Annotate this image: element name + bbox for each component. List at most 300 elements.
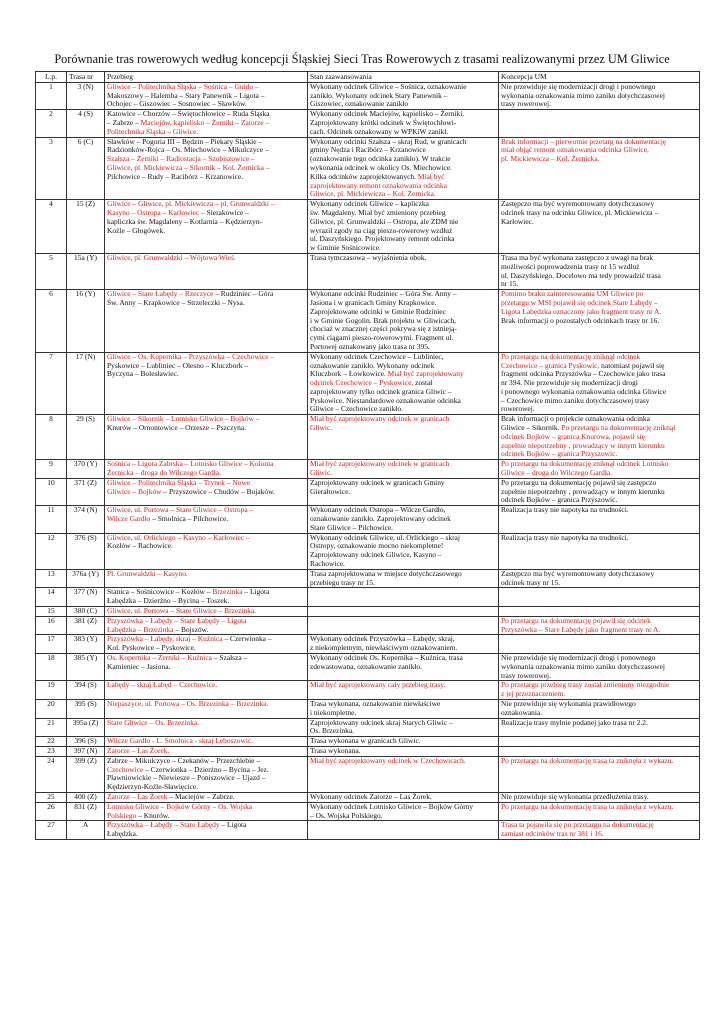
cell-trasa: 376 (S) xyxy=(67,533,105,569)
text-run: – Maciejów – Zabrze. xyxy=(167,791,235,801)
cell-koncepcja xyxy=(499,718,700,737)
text-run: zanikło. Wykonany odcinek Stary Panewnik – xyxy=(310,90,448,100)
text-run: Politechnika Śląska – Gliwice. xyxy=(107,126,199,136)
table-row xyxy=(36,460,700,479)
table-row xyxy=(36,110,700,137)
cell-lp: 9 xyxy=(36,460,67,479)
cell-lp: 27 xyxy=(36,821,67,840)
text-run: Zaprojektowany krótki odcinek w Świętochłowi- xyxy=(310,117,457,127)
cell-line xyxy=(107,812,305,821)
text-run: wyraził zgody na ciąg pieszo-rowerowy wzdłuż xyxy=(310,225,453,235)
text-run: zaprojektowany remont oznakowania odcinka xyxy=(310,180,447,190)
text-run: Gliwice, pl. Mickiewicza – Kol. Żernicka. xyxy=(310,189,436,199)
cell-trasa: 395 (S) xyxy=(67,699,105,718)
text-run: Trasa wykonana. xyxy=(310,745,361,755)
text-run: – Czerwionka – xyxy=(222,634,272,644)
text-run: Pl. Grunwaldzki – Kasyno. xyxy=(107,568,188,578)
cell-koncepcja xyxy=(499,137,700,200)
cell-koncepcja xyxy=(499,290,700,353)
cell-koncepcja xyxy=(499,569,700,588)
cell-lp: 4 xyxy=(36,200,67,254)
cell-stan xyxy=(308,110,499,137)
text-run: miał objąć remont oznakowania odcinka Gliwice, xyxy=(501,145,649,155)
text-run: Wykonany odcinek Przyszówka – Łabędy, skraj, xyxy=(310,634,455,644)
text-run: Gliwice – Sikornik. xyxy=(501,423,562,433)
cell-lp: 1 xyxy=(36,82,67,109)
cell-line xyxy=(107,254,305,263)
cell-przebieg xyxy=(105,699,308,718)
text-run: – Ligota xyxy=(242,587,270,597)
text-run: Maciejów, kąpielisko – Żerniki – Zatorze – xyxy=(140,117,270,127)
cell-lp: 15 xyxy=(36,607,67,617)
cell-przebieg xyxy=(105,533,308,569)
cell-przebieg xyxy=(105,290,308,353)
cell-line xyxy=(107,644,305,653)
text-run: Wykonany odcinek Zatorze – Las Żorek. xyxy=(310,791,432,801)
text-run: Os. Brzezinka. xyxy=(310,726,354,736)
cell-line xyxy=(310,343,496,352)
text-run: przetargu w MSI pojawił się odcinek Stare Łabędy – xyxy=(501,297,658,307)
text-run: Koźle – Głogówek. xyxy=(107,225,166,235)
text-run: Polskiego xyxy=(107,810,137,820)
cell-trasa: 6 (C) xyxy=(67,137,105,200)
cell-line xyxy=(310,757,496,766)
text-run: Gliwice – Stare Łabędy – Rzeczyce xyxy=(107,289,214,299)
cell-line xyxy=(310,793,496,802)
cell-stan xyxy=(308,352,499,415)
text-run: Żernicka – droga do Wilczego Gardła. xyxy=(107,468,221,478)
cell-przebieg xyxy=(105,821,308,840)
text-run: Nie przewiduje się wykonania prawidłowego xyxy=(501,698,636,708)
cell-koncepcja xyxy=(499,756,700,792)
text-run: Stare Gliwice – Pilchowice. xyxy=(310,522,394,532)
text-run: – Smolnica – Pilchowice. xyxy=(150,514,229,524)
cell-stan xyxy=(308,718,499,737)
cell-line xyxy=(107,597,305,606)
cell-lp: 24 xyxy=(36,756,67,792)
text-run: Makoszowy – Halemba – Stary Panewnik – Ligota – xyxy=(107,90,265,100)
text-run: zupełnie niepotrzebny , prowadzący w innym kierunku xyxy=(501,440,665,450)
cell-trasa: 381 (Z) xyxy=(67,616,105,635)
cell-line xyxy=(107,747,305,756)
text-run: odcinek Bojków – granica Przyszowic. xyxy=(501,449,618,459)
cell-koncepcja xyxy=(499,533,700,569)
cell-line xyxy=(310,747,496,756)
cell-line xyxy=(310,190,496,199)
text-run: Łabędzka – Dzierżno – Bycina – Toszek. xyxy=(107,596,230,606)
cell-przebieg xyxy=(105,616,308,635)
text-run: Portowej oznakowany jako trasa nr 395. xyxy=(310,341,430,351)
text-run: odcinek Czechowice – Pyskowice, xyxy=(310,378,414,388)
table-row xyxy=(36,415,700,460)
text-run: zdewastowana, oznakowanie zanikło. xyxy=(310,661,422,671)
cell-line xyxy=(501,626,697,635)
text-run: – Os. Wojska Polskiego. xyxy=(310,810,383,820)
cell-koncepcja xyxy=(499,821,700,840)
cell-koncepcja xyxy=(499,415,700,460)
text-run: w Gminie Sośnicowice. xyxy=(310,243,381,253)
cell-przebieg xyxy=(105,352,308,415)
text-run: Kol. Pyskowice – Pyskowice. xyxy=(107,643,196,653)
header-stan: Stan zaawansowania xyxy=(308,72,499,83)
cell-lp: 10 xyxy=(36,478,67,505)
cell-trasa: 377 (N) xyxy=(67,588,105,607)
text-run: Brzezinka xyxy=(212,587,243,597)
cell-stan xyxy=(308,137,499,200)
cell-trasa: 376a (Y) xyxy=(67,569,105,588)
cell-line xyxy=(107,783,305,792)
cell-koncepcja xyxy=(499,478,700,505)
cell-stan xyxy=(308,569,499,588)
text-run: Pławniowickie – Niewieszе – Poniszowice – Ujazd – xyxy=(107,773,266,783)
text-run: Ostropy, oznakowanie mocno niekompletne! xyxy=(310,541,444,551)
text-run: Kamieniec – Jasiona. xyxy=(107,661,171,671)
cell-stan xyxy=(308,460,499,479)
cell-line xyxy=(107,488,305,497)
text-run: Niepaszyce, ul. Portowa – Os. Brzezinka – Brzezinka. xyxy=(107,698,269,708)
cell-line xyxy=(310,244,496,253)
text-run: Kasyno – Ostropa – Karłowiec – xyxy=(107,207,207,217)
text-run: zupełnie niepotrzebny , prowadzący w innym kierunku xyxy=(501,486,665,496)
cell-line xyxy=(107,830,305,839)
text-run: Stanica – Sośnicowice – Kozłów – xyxy=(107,587,213,597)
cell-lp: 20 xyxy=(36,699,67,718)
table-row xyxy=(36,253,700,289)
text-run: Wykonany odcinek Os. Kopernika – Kuźnica, trasa xyxy=(310,653,463,662)
text-run: możliwości poprowadzenia trasy nr 15 wzdłuż xyxy=(501,261,640,271)
cell-trasa: 15 (Z) xyxy=(67,200,105,254)
cell-trasa: 397 (N) xyxy=(67,746,105,756)
text-run: Nie przewiduje się modernizacji drogi i ponownego xyxy=(501,81,656,91)
text-run: i niekompletne. xyxy=(310,707,357,717)
text-run: Gliwice – Bojków xyxy=(107,486,162,496)
cell-line xyxy=(107,299,305,308)
text-run: został xyxy=(413,378,433,388)
cell-lp: 21 xyxy=(36,718,67,737)
text-run: Gliwice – Czechowice zanikło. xyxy=(310,404,403,414)
text-run: św. Magdaleny. Miał być zmieniony przebieg xyxy=(310,207,446,217)
text-run: (oznakowanie tego odcinka zanikło). W trakcie xyxy=(310,154,451,164)
cell-lp: 12 xyxy=(36,533,67,569)
cell-line xyxy=(310,405,496,414)
text-run: Zabrze – Mikulczyce – Czekanów – Przezchlebie – xyxy=(107,755,261,765)
cell-line xyxy=(107,570,305,579)
text-run: Gliwice, pl. Mickiewicza – Sikornik – Kol. Żernicka – xyxy=(107,162,270,172)
cell-lp: 26 xyxy=(36,802,67,821)
text-run: Wykonany odcinek Gliwice, ul. Orlickiego – skraj xyxy=(310,532,460,542)
text-run: Trasa wykonana w granicach Gliwic. xyxy=(310,736,421,746)
text-run: Gliwice – droga do Wilczego Gardła. xyxy=(501,468,613,478)
table-row xyxy=(36,699,700,718)
text-run: Stare Gliwice – Os. Brzezinka. xyxy=(107,717,200,727)
cell-line xyxy=(310,469,496,478)
header-lp: L.p. xyxy=(36,72,67,83)
cell-trasa: 383 (Y) xyxy=(67,635,105,654)
text-run: oznakowanie zanikło. Wykonany odcinek xyxy=(310,360,435,370)
text-run: Gliwic. xyxy=(310,423,333,433)
text-run: Przyszówka – Łabędy – Stare Łabędy xyxy=(107,820,220,830)
text-run: Wykonany odcinek Lotnisko Gliwice – Bojków Górny xyxy=(310,801,474,811)
cell-line xyxy=(501,496,697,505)
text-run: Wykonany odcinek Maciejów, kąpielisko – Żerniki. xyxy=(310,109,465,119)
text-run: Zaprojektowany odcinek skraj Starych Gliwic – xyxy=(310,717,453,727)
cell-line xyxy=(501,280,697,289)
text-run: Po przetargu na dokumentację trasa ta zniknęła z wykazu. xyxy=(501,755,674,765)
cell-line xyxy=(310,415,496,424)
text-run: wykonania odcinek w okolicy Os. Miechowice. xyxy=(310,162,452,172)
text-run: Trasa ta pojawiła się po przetargu na dokumentację xyxy=(501,820,654,830)
text-run: Lotnisko Gliwice – Bojków Górny – Os. Wojska xyxy=(107,801,253,811)
text-run: Sośnica – Ligota Zabrska – Lotnisko Gliwice – Kolonia xyxy=(107,459,274,469)
text-run: odcinek trasy na odcinku Gliwice, pl. Mickiewicza – xyxy=(501,207,659,217)
cell-trasa: 4 (S) xyxy=(67,110,105,137)
cell-trasa: 380 (C) xyxy=(67,607,105,617)
cell-line xyxy=(501,155,697,164)
cell-lp: 19 xyxy=(36,681,67,700)
text-run: Po przetargu na dokumentację zniknął xyxy=(561,423,676,433)
text-run: Gliwice – Os. Kopernika – Przyszówka – Czechowice – xyxy=(107,351,275,361)
table-row xyxy=(36,635,700,654)
text-run: Łabędzka – Brzezinka xyxy=(107,624,174,634)
text-run: Zatorze – Łas Żorek. xyxy=(107,745,170,755)
text-run: Jasiona i w granicach Gminy Krapkowice. xyxy=(310,297,437,307)
text-run: – Rudziniec – Góra xyxy=(213,289,274,299)
cell-koncepcja xyxy=(499,654,700,681)
cell-trasa: 371 (Z) xyxy=(67,478,105,505)
text-run: wykonania oznakowania mimo zaniku dotychczasowej xyxy=(501,661,665,671)
cell-stan xyxy=(308,756,499,792)
cell-line xyxy=(310,128,496,137)
text-run: Gliwice, ul. Portowa – Stare Gliwice – Ostropa – xyxy=(107,505,254,515)
text-run: Przyszówka – Łabędy, skraj – Kuźnica xyxy=(107,634,223,644)
cell-przebieg xyxy=(105,635,308,654)
cell-trasa: 374 (N) xyxy=(67,506,105,533)
text-run: przebiegu trasy nr 15. xyxy=(310,577,375,587)
text-run: odcinek trasy nr 15. xyxy=(501,577,561,587)
cell-line xyxy=(107,370,305,379)
cell-line xyxy=(501,579,697,588)
text-run: Wykonany odcinki Szałsza – skraj Rud, w granicach xyxy=(310,136,467,146)
cell-stan xyxy=(308,635,499,654)
cell-przebieg xyxy=(105,588,308,607)
text-run: gminy Nędza i Racibórz – Krzanowice xyxy=(310,145,426,155)
text-run: Łabędy – skraj Łabęd – Czechowice. xyxy=(107,680,218,690)
cell-przebieg xyxy=(105,681,308,700)
text-run: Zaprojektowany odcinek Gliwice, Kasyno – xyxy=(310,550,442,560)
text-run: zamiast odcinków tras nr 381 i 16. xyxy=(501,829,604,839)
cell-stan xyxy=(308,253,499,289)
text-run: kapliczka św. Magdaleny – Kotlarnia – Kędzierzyn- xyxy=(107,216,263,226)
cell-line xyxy=(107,515,305,524)
cell-przebieg xyxy=(105,506,308,533)
cell-lp: 22 xyxy=(36,737,67,747)
text-run: Przyszówka – Łabędy – Stare Łabędy – Ligota xyxy=(107,615,247,625)
cell-koncepcja xyxy=(499,616,700,635)
text-run: Kilka odcinków zaprojektowanych. xyxy=(310,171,418,181)
text-run: Giszowiec, oznakowanie zanikło xyxy=(310,99,409,109)
table-row xyxy=(36,616,700,635)
text-run: Nie przewiduje się wykonania przedłużenia trasy. xyxy=(501,791,649,801)
cell-line xyxy=(310,727,496,736)
cell-trasa: 399 (Z) xyxy=(67,756,105,792)
text-run: Kluczbork – Łowkowice. xyxy=(310,369,388,379)
text-run: Gliwice – Politechnika Śląska – Sośnica – Guido – xyxy=(107,81,259,91)
cell-trasa: 395a (Z) xyxy=(67,718,105,737)
cell-line xyxy=(501,672,697,681)
table-row xyxy=(36,533,700,569)
cell-line xyxy=(501,506,697,515)
text-run: i ponownego wykonania oznakowania odcinka Gliwice xyxy=(501,386,667,396)
cell-stan xyxy=(308,588,499,607)
text-run: Katowice – Chorzów – Świętochłowice – Ruda Śląska xyxy=(107,109,270,119)
cell-line xyxy=(310,424,496,433)
cell-koncepcja xyxy=(499,737,700,747)
text-run: wykonania oznakowania mimo zaniku dotychczasowej xyxy=(501,90,665,100)
cell-line xyxy=(107,663,305,672)
cell-line xyxy=(501,690,697,699)
cell-lp: 14 xyxy=(36,588,67,607)
cell-line xyxy=(107,793,305,802)
cell-stan xyxy=(308,654,499,681)
cell-trasa: 15a (Y) xyxy=(67,253,105,289)
text-run: Brak informacji – pierwotnie przetarg na dokumentację xyxy=(501,136,667,146)
cell-koncepcja xyxy=(499,588,700,607)
text-run: natomiast pojawił się xyxy=(599,360,665,370)
cell-koncepcja xyxy=(499,506,700,533)
cell-line xyxy=(107,542,305,551)
table-row xyxy=(36,82,700,109)
cell-lp: 8 xyxy=(36,415,67,460)
text-run: Przyszówka – Stare Łabędy jako fragment trasy nr A. xyxy=(501,624,661,634)
text-run: cach. Odcinek oznakowany w WPKiW zanikł. xyxy=(310,126,449,136)
table-row xyxy=(36,821,700,840)
text-run: Czechowice xyxy=(107,764,144,774)
cell-trasa: 396 (S) xyxy=(67,737,105,747)
text-run: nr 394. Nie przewiduje się modernizacji drogi xyxy=(501,378,638,388)
table-header-row xyxy=(36,72,700,83)
cell-line xyxy=(501,450,697,459)
cell-lp: 23 xyxy=(36,746,67,756)
cell-line xyxy=(310,254,496,263)
text-run: Szałsza – Żerniki – Radiostacja – Szobiszowice – xyxy=(107,154,255,164)
cell-lp: 5 xyxy=(36,253,67,289)
text-run: Sierakowice – xyxy=(206,207,249,217)
text-run: Knurów – Ornontowice – Orzesze – Pszczyna. xyxy=(107,423,246,433)
cell-trasa: 16 (Y) xyxy=(67,290,105,353)
cell-lp: 6 xyxy=(36,290,67,353)
text-run: Miał być zaprojektowany cały przebieg trasy. xyxy=(310,680,446,690)
cell-przebieg xyxy=(105,253,308,289)
text-run: Kędzierzyn-Koźle-Sławięcice. xyxy=(107,782,199,792)
cell-koncepcja xyxy=(499,802,700,821)
text-run: Miał być zaprojektowany odcinek w granicach xyxy=(310,414,450,424)
text-run: – Czechowice mimo zaniku dotychczasowej trasy xyxy=(501,395,650,405)
cell-line xyxy=(501,100,697,109)
text-run: Gliwice – Sikornik – Lotnisko Gliwice – Bojków – xyxy=(107,414,260,424)
cell-przebieg xyxy=(105,110,308,137)
cell-line xyxy=(107,700,305,709)
cell-koncepcja xyxy=(499,681,700,700)
cell-przebieg xyxy=(105,718,308,737)
cell-przebieg xyxy=(105,654,308,681)
cell-stan xyxy=(308,681,499,700)
cell-lp: 3 xyxy=(36,137,67,200)
cell-line xyxy=(107,227,305,236)
cell-lp: 17 xyxy=(36,635,67,654)
text-run: Trasa ma być wykonana zastępczo z uwagi na brak xyxy=(501,252,654,262)
text-run: Ochojec – Giszowiec – Sosnowiec – Sławków. xyxy=(107,99,247,109)
text-run: Pyskowice. Niestandardowe oznakowanie odcinka xyxy=(310,395,461,405)
text-run: Gliwice, pl. Grunwaldzki – Ostropa, ale ZDM nie xyxy=(310,216,459,226)
text-run: – Czerwionka – Dzierżno – Bycina – Jez. xyxy=(143,764,269,774)
text-run: Zaprojektowany odcinek w granicach Gminy xyxy=(310,477,445,487)
cell-trasa: 385 (Y) xyxy=(67,654,105,681)
table-row xyxy=(36,506,700,533)
routes-table xyxy=(35,71,700,840)
cell-stan xyxy=(308,533,499,569)
text-run: odcinek Bojków – granica Przyszowic. xyxy=(501,495,618,505)
cell-stan xyxy=(308,478,499,505)
text-run: rowerowej. xyxy=(501,404,535,414)
text-run: Po przetargu na dokumentację zniknął odcinek xyxy=(501,351,641,361)
text-run: Gliwice – Politechnika Śląska – Trynek – Nowe xyxy=(107,477,251,487)
text-run: Karłowiec. xyxy=(501,216,534,226)
cell-trasa: 3 (N) xyxy=(67,82,105,109)
cell-trasa: 17 (N) xyxy=(67,352,105,415)
cell-line xyxy=(501,719,697,728)
cell-line xyxy=(501,469,697,478)
text-run: Wykonany odcinek Gliwice – Sośnica, oznakowanie xyxy=(310,81,467,91)
text-run: Os. Kopernika – Żerniki – Kuźnica xyxy=(107,653,212,662)
cell-koncepcja xyxy=(499,460,700,479)
cell-stan xyxy=(308,415,499,460)
cell-line xyxy=(310,579,496,588)
cell-line xyxy=(310,644,496,653)
cell-przebieg xyxy=(105,478,308,505)
text-run: Zatorze – Las Żorek xyxy=(107,791,168,801)
text-run: Gliwice, pl. Grunwaldzki – Wójtowa Wieś. xyxy=(107,252,236,262)
text-run: Wykonane odcinki Rudziniec – Góra Św. Anny – xyxy=(310,289,457,299)
cell-trasa: 370 (Y) xyxy=(67,460,105,479)
text-run: Trasa tymczasowa – wyjaśnienia obok. xyxy=(310,252,427,262)
text-run: Nie przewiduje się modernizacji drogi i ponownego xyxy=(501,653,656,662)
page-title: Porównanie tras rowerowych według koncepcji Śląskiej Sieci Tras Rowerowych z trasami realizowanymi przez UM Gliwice xyxy=(54,52,670,66)
text-run: Wykonany odcinek Czechowice – Lubliniec, xyxy=(310,351,444,361)
cell-line xyxy=(310,709,496,718)
text-run: Gliwice, ul. Portowa – Stare Gliwice – Brzezinka. xyxy=(107,606,257,616)
cell-line xyxy=(501,830,697,839)
text-run: – Zabrze – xyxy=(107,117,141,127)
text-run: Miał być zaprojektowany xyxy=(387,369,464,379)
table-body xyxy=(36,82,700,839)
text-run: – Przyszowice – Chudów – Bujaków. xyxy=(161,486,275,496)
cell-line xyxy=(501,317,697,326)
cell-trasa: 394 (S) xyxy=(67,681,105,700)
cell-stan xyxy=(308,616,499,635)
text-run: i w Gminie Gogolin. Brak projektu w Gliwicach, xyxy=(310,315,457,325)
text-run: pl. Mickiewicza – Kol. Żernicka. xyxy=(501,154,600,164)
cell-lp: 16 xyxy=(36,616,67,635)
cell-przebieg xyxy=(105,200,308,254)
table-row xyxy=(36,569,700,588)
text-run: Po przetargu na dokumentację zniknął odcinek Lotnisko xyxy=(501,459,669,469)
text-run: Gierałtowice. xyxy=(310,486,351,496)
cell-przebieg xyxy=(105,756,308,792)
cell-line xyxy=(107,424,305,433)
text-run: oznakowanie zanikło. Zaprojektowany odcinek xyxy=(310,514,451,524)
table-row xyxy=(36,718,700,737)
cell-stan xyxy=(308,290,499,353)
